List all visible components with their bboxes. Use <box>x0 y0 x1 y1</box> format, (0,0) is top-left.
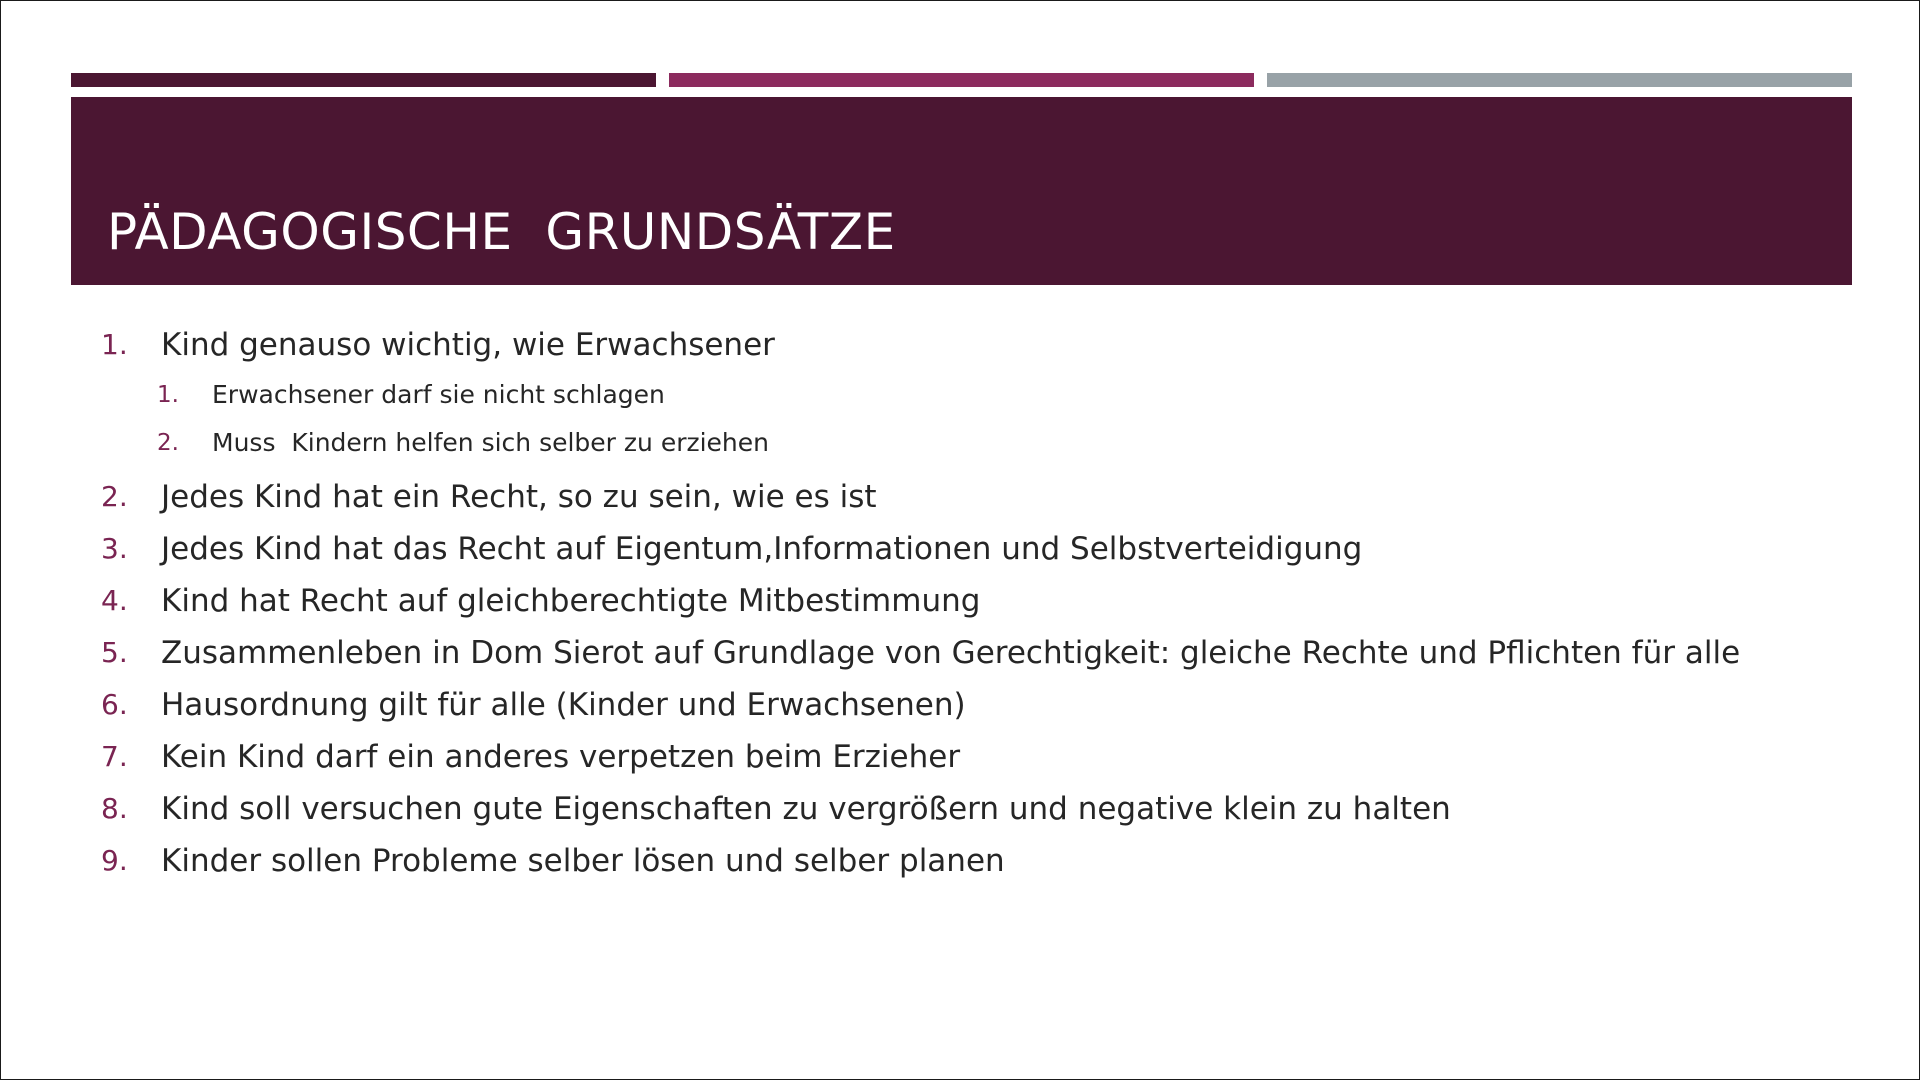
list-item-text: Zusammenleben in Dom Sierot auf Grundlage von Gerechtigkeit: gleiche Rechte und Pflichten für alle <box>161 635 1741 671</box>
title-banner <box>71 97 1852 285</box>
list-item <box>101 783 1801 835</box>
sub-list-item-number: 2. <box>157 430 179 456</box>
list-item-number: 4. <box>101 584 128 617</box>
list-item-number: 8. <box>101 792 128 825</box>
list-item <box>101 319 1801 371</box>
list-item-text: Kind hat Recht auf gleichberechtigte Mitbestimmung <box>161 583 981 619</box>
list-item <box>101 679 1801 731</box>
list-item-text: Kinder sollen Probleme selber lösen und selber planen <box>161 843 1005 879</box>
list-item-text: Jedes Kind hat ein Recht, so zu sein, wie es ist <box>161 479 877 515</box>
sub-list-item <box>101 371 1801 419</box>
numbered-list <box>101 319 1801 887</box>
accent-bar-magenta <box>669 73 1254 87</box>
list-item-text: Kein Kind darf ein anderes verpetzen beim Erzieher <box>161 739 961 775</box>
sub-list-item-text: Erwachsener darf sie nicht schlagen <box>212 380 665 409</box>
list-item-text: Kind genauso wichtig, wie Erwachsener <box>161 327 775 363</box>
list-item-number: 3. <box>101 532 128 565</box>
list-item-number: 9. <box>101 844 128 877</box>
list-item-text: Hausordnung gilt für alle (Kinder und Erwachsenen) <box>161 687 966 723</box>
list-item-number: 6. <box>101 688 128 721</box>
list-item-text: Jedes Kind hat das Recht auf Eigentum,Informationen und Selbstverteidigung <box>161 531 1363 567</box>
list-item-number: 5. <box>101 636 128 669</box>
list-item <box>101 731 1801 783</box>
sub-list-item-number: 1. <box>157 382 179 408</box>
accent-bar-dark <box>71 73 656 87</box>
list-item-number: 1. <box>101 328 128 361</box>
accent-bar-gray <box>1267 73 1852 87</box>
list-item-text: Kind soll versuchen gute Eigenschaften zu vergrößern und negative klein zu halten <box>161 791 1451 827</box>
sub-list-item-text: Muss Kindern helfen sich selber zu erziehen <box>212 428 769 457</box>
list-item <box>101 471 1801 523</box>
list-item <box>101 627 1801 679</box>
list-item <box>101 523 1801 575</box>
list-item-number: 2. <box>101 480 128 513</box>
list-item-number: 7. <box>101 740 128 773</box>
list-item <box>101 835 1801 887</box>
slide-title: PÄDAGOGISCHE GRUNDSÄTZE <box>107 203 896 261</box>
list-item <box>101 575 1801 627</box>
sub-list-item <box>101 419 1801 467</box>
